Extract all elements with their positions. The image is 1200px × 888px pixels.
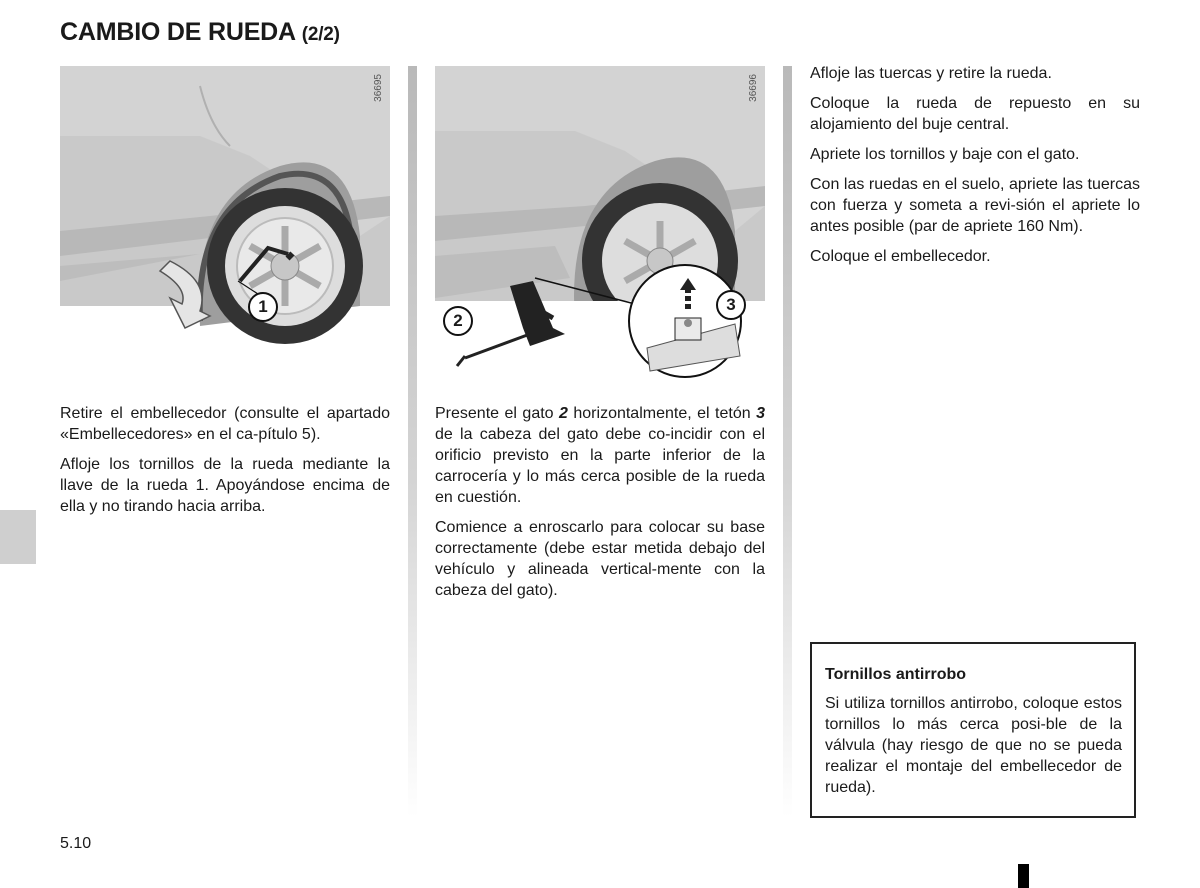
page-title	[60, 18, 340, 47]
note-title: Tornillos antirrobo	[825, 666, 967, 683]
ref-jack: 2	[559, 405, 568, 422]
note-body: Si utiliza tornillos antirrobo, coloque estos tornillos lo más cerca posi-ble de la válvula (hay riesgo de que no se pueda realizar el montaje del embellecedor de rueda).	[825, 695, 1122, 796]
chapter-tab	[0, 510, 36, 564]
column-3-text	[810, 63, 1140, 276]
paragraph: Con las ruedas en el suelo, apriete las tuercas con fuerza y someta a revi-sión el apriete lo antes posible (par de apriete 160 Nm).	[810, 176, 1140, 235]
column-2-text	[435, 403, 765, 610]
paragraph: Afloje los tornillos de la rueda mediante la llave de la rueda 1. Apoyándose encima de ella y no tirando hacia arriba.	[60, 456, 390, 515]
paragraph: Afloje las tuercas y retire la rueda.	[810, 65, 1052, 82]
title-text: CAMBIO DE RUEDA	[60, 18, 295, 46]
figure-code: 36696	[748, 74, 759, 102]
page-number: 5.10	[60, 835, 92, 852]
paragraph: Apriete los tornillos y baje con el gato.	[810, 146, 1080, 163]
title-part: (2/2)	[301, 24, 340, 45]
paragraph: Comience a enroscarlo para colocar su base correctamente (debe estar metida debajo del vehículo y alineada vertical-mente con la cabeza del gato).	[435, 519, 765, 599]
ref-stud: 3	[756, 405, 765, 422]
paragraph: Coloque la rueda de repuesto en su alojamiento del buje central.	[810, 95, 1140, 133]
figure-code: 36695	[373, 74, 384, 102]
wheel-wrench-illustration	[60, 66, 390, 386]
corner-mark	[1018, 864, 1029, 888]
paragraph: Coloque el embellecedor.	[810, 248, 991, 265]
paragraph: Presente el gato 2 horizontalmente, el tetón 3 de la cabeza del gato debe co-incidir con el orificio previsto en la parte inferior de la carrocería y lo más cerca posible de la rueda en cuestión.	[435, 405, 765, 506]
figure-wheel-wrench	[60, 66, 390, 386]
column-divider-2	[783, 66, 792, 818]
callout-1: 1	[248, 292, 278, 322]
callout-3: 3	[716, 290, 746, 320]
column-1-text	[60, 403, 390, 526]
figure-jack-position	[435, 66, 765, 386]
callout-2: 2	[443, 306, 473, 336]
jack-illustration	[435, 66, 765, 386]
paragraph: Retire el embellecedor (consulte el apartado «Embellecedores» en el ca-pítulo 5).	[60, 405, 390, 443]
column-divider-1	[408, 66, 417, 818]
anti-theft-note	[810, 642, 1136, 818]
